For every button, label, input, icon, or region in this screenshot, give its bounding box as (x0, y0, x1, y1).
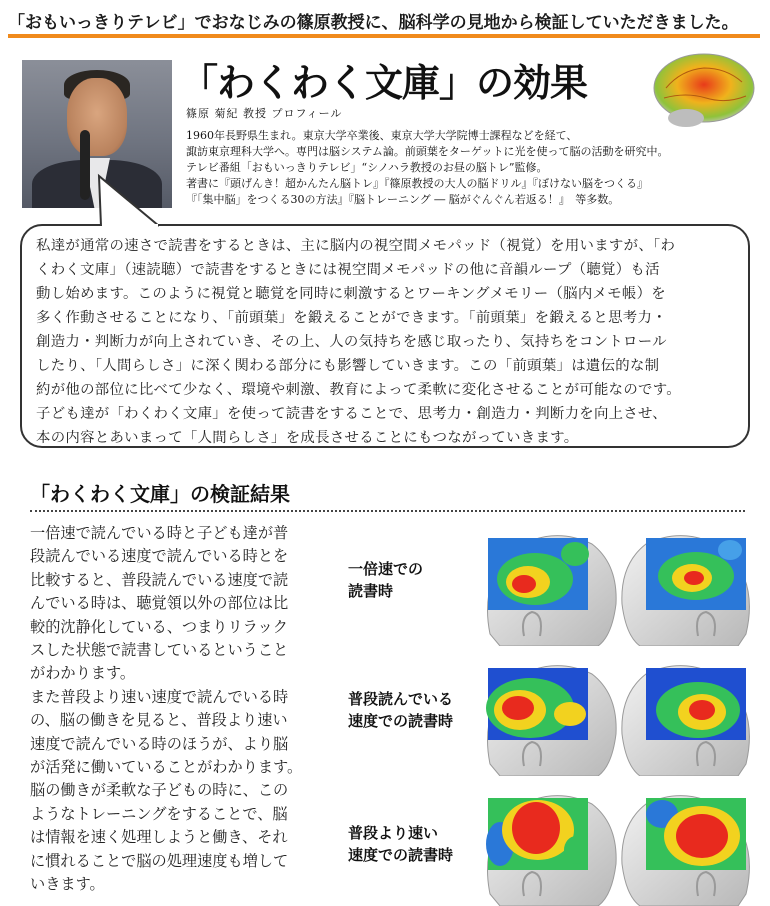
body-line: は情報を速く処理しようと働き、それ (30, 828, 288, 847)
condition-line: 速度での読書時 (348, 712, 454, 730)
body-line: スした状態で読書しているということ (30, 641, 289, 660)
body-line: が活発に働いていることがわかります。 (30, 758, 303, 777)
brain-scan-head (480, 654, 620, 776)
brain-scan-head (618, 654, 758, 776)
bubble-line: 私達が通常の速さで読書をするときは、主に脳内の視空間メモパッド（視覚）を用いますが、「わ (36, 238, 676, 254)
section-title: 「わくわく文庫」の検証結果 (30, 480, 745, 512)
brain-scan-head (480, 524, 620, 646)
bubble-line: 創造力・判断力が向上されていき、その上、人の気持ちを感じ取ったり、気持ちをコントロール (36, 334, 667, 350)
condition-line: 一倍速での (348, 560, 424, 578)
body-line: 較的沈静化している、つまりリラック (30, 617, 288, 636)
brain-scan-head (618, 524, 758, 646)
bubble-text (36, 234, 746, 450)
brain-scan-head (618, 784, 758, 906)
body-line: に慣れることで脳の処理速度も増して (30, 851, 289, 870)
bubble-line: 子ども達が「わくわく文庫」を使って読書をすることで、思考力・創造力・判断力を向上させ、 (36, 406, 667, 422)
bubble-line: くわく文庫」（速読聴）で読書をするときには視空間メモパッドの他に音韻ループ（聴覚）も活 (36, 262, 660, 278)
profile-line: 諏訪東京理科大学へ。専門は脳システム論。前頭葉をターゲットに光を使って脳の活動を研究中。 (186, 145, 669, 158)
bubble-line: 多く作動させることになり、「前頭葉」を鍛えることができます。「前頭葉」を鍛えると思考力・ (36, 310, 667, 326)
body-line: 一倍速で読んでいる時と子ども達が普 (30, 524, 289, 542)
bubble-tail (95, 172, 175, 228)
condition-line: 普段より速い (348, 824, 439, 842)
condition-label-normal (348, 688, 478, 732)
body-line: ようなトレーニングをすることで、脳 (30, 804, 288, 823)
body-line: また普段より速い速度で読んでいる時 (30, 687, 289, 706)
profile-line: 『「集中脳」をつくる30の方法』『脳トレーニング ― 脳がぐんぐん若返る！』 等多数。 (186, 193, 620, 206)
profile-line: 著書に『頭げんき！超かんたん脳トレ』『篠原教授の大人の脳ドリル』『ぼけない脳をつくる』 (186, 177, 648, 190)
bubble-line: 約が他の部位に比べて少なく、環境や刺激、教育によって柔軟に変化させることが可能なのです。 (36, 382, 681, 398)
profile-line: 1960年長野県生まれ。東京大学卒業後、東京大学大学院博士課程などを経て、 (186, 129, 578, 142)
body-text (30, 522, 340, 897)
bubble-line: 本の内容とあいまって「人間らしさ」を成長させることにもつながっていきます。 (36, 430, 579, 446)
body-line: がわかります。 (30, 664, 136, 683)
brain-scan-head (480, 784, 620, 906)
profile-block (186, 106, 766, 208)
body-line: 比較すると、普段読んでいる速度で読 (30, 570, 289, 589)
condition-line: 普段読んでいる (348, 690, 454, 708)
condition-label-fast (348, 822, 478, 866)
condition-line: 読書時 (348, 582, 394, 600)
body-line: の、脳の働きを見ると、普段より速い (30, 711, 288, 730)
body-line: 速度で読んでいる時のほうが、より脳 (30, 734, 289, 753)
header-banner: 「おもいっきりテレビ」でおなじみの篠原教授に、脳科学の見地から検証していただきました。 (8, 12, 760, 38)
profile-heading: 篠原 菊紀 教授 プロフィール (186, 107, 343, 120)
body-line: んでいる時は、聴覚領以外の部位は比 (30, 594, 289, 613)
bubble-line: 動し始めます。このように視覚と聴覚を同時に刺激するとワーキングメモリー（脳内メモ帳）を (36, 286, 666, 302)
page-title: 「わくわく文庫」の効果 (180, 61, 588, 105)
body-line: 脳の働きが柔軟な子どもの時に、この (30, 781, 289, 800)
condition-label-1x (348, 558, 478, 602)
condition-line: 速度での読書時 (348, 846, 454, 864)
profile-line: テレビ番組「おもいっきりテレビ」“シノハラ教授のお昼の脳トレ”監修。 (186, 161, 548, 174)
body-line: 段読んでいる速度で読んでいる時とを (30, 547, 289, 566)
body-line: いきます。 (30, 875, 105, 894)
bubble-line: したり、「人間らしさ」に深く関わる部分にも影響していきます。この「前頭葉」は遺伝的な制 (36, 358, 660, 374)
